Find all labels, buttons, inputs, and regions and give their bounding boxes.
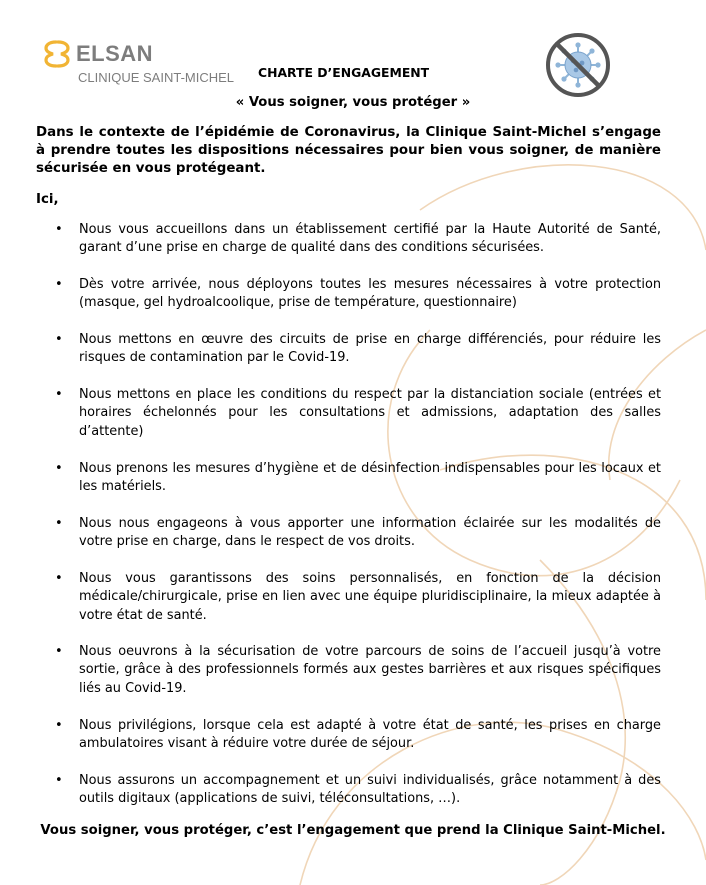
logo-subtitle: CLINIQUE SAINT-MICHEL [78,70,235,85]
commitment-item: • Nous oeuvrons à la sécurisation de votre parcours de soins de l’accueil jusqu’à votre sortie, grâce à des professionnels formés aux gestes barrières et aux risques spécifiques liés au Covid-19. [79,643,661,698]
ici-label: Ici, [36,192,59,207]
no-coronavirus-icon [545,32,611,98]
commitment-item: • Nous mettons en œuvre des circuits de prise en charge différenciés, pour réduire les risques de contamination par le Covid-19. [79,331,661,368]
closing-statement: Vous soigner, vous protéger, c’est l’engagement que prend la Clinique Saint-Michel. [40,823,666,838]
intro-paragraph: Dans le contexte de l’épidémie de Coronavirus, la Clinique Saint-Michel s’engage à prendre toutes les dispositions nécessaires pour bien vous soigner, de manière sécurisée en vous protégeant. [36,125,661,176]
charter-title: CHARTE D’ENGAGEMENT [258,65,430,80]
commitment-item: • Nous nous engageons à vous apporter une information éclairée sur les modalités de votre prise en charge, dans le respect de vos droits. [79,515,661,552]
commitment-item: • Nous assurons un accompagnement et un suivi individualisés, grâce notamment à des outils digitaux (applications de suivi, téléconsultations, …). [79,772,661,809]
commitment-item: • Nous privilégions, lorsque cela est adapté à votre état de santé, les prises en charge ambulatoires visant à réduire votre durée de séjour. [79,717,661,754]
commitment-item: • Nous prenons les mesures d’hygiène et de désinfection indispensables pour les locaux et les matériels. [79,460,661,497]
commitment-item: • Nous vous garantissons des soins personnalisés, en fonction de la décision médicale/chirurgicale, prise en lien avec une équipe pluridisciplinaire, la mieux adaptée à votre état de santé. [79,570,661,625]
logo-brand: ELSAN [76,41,154,66]
commitment-item: • Nous vous accueillons dans un établissement certifié par la Haute Autorité de Santé, garant d’une prise en charge de qualité dans des conditions sécurisées. [79,221,661,258]
commitment-item: • Dès votre arrivée, nous déployons toutes les mesures nécessaires à votre protection (masque, gel hydroalcoolique, prise de température, questionnaire) [79,276,661,313]
elsan-logo-mark-icon [44,40,70,68]
charter-subtitle: « Vous soigner, vous protéger » [235,95,471,110]
commitment-item: • Nous mettons en place les conditions du respect par la distanciation sociale (entrées et horaires échelonnés pour les consultations et admissions, adaptation des salles d’attente) [79,386,661,441]
